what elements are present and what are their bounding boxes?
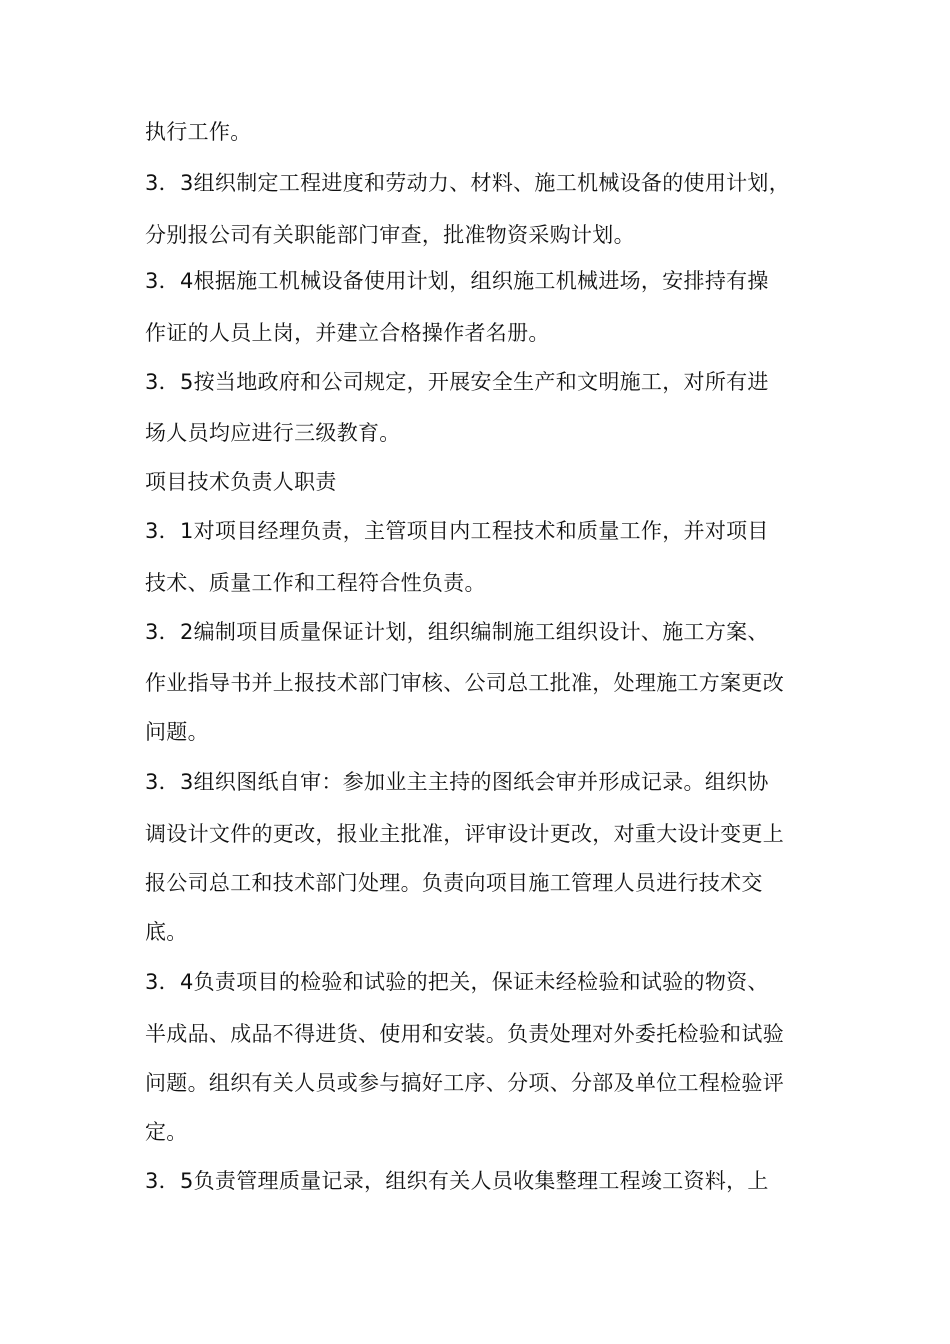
text-line: 3．3组织图纸自审：参加业主主持的图纸会审并形成记录。组织协: [145, 770, 769, 794]
text-line: 问题。: [145, 720, 209, 744]
text-line: 场人员均应进行三级教育。: [145, 421, 401, 445]
text-line: 定。: [145, 1120, 188, 1144]
text-line: 执行工作。: [145, 120, 252, 144]
text-line: 问题。组织有关人员或参与搞好工序、分项、分部及单位工程检验评: [145, 1071, 784, 1095]
text-line: 分别报公司有关职能部门审查，批准物资采购计划。: [145, 223, 635, 247]
text-line: 3．5按当地政府和公司规定，开展安全生产和文明施工，对所有进: [145, 370, 769, 394]
text-line: 作证的人员上岗，并建立合格操作者名册。: [145, 321, 550, 345]
text-line: 3．4根据施工机械设备使用计划，组织施工机械进场，安排持有操: [145, 269, 769, 293]
text-line: 报公司总工和技术部门处理。负责向项目施工管理人员进行技术交: [145, 871, 763, 895]
text-line: 作业指导书并上报技术部门审核、公司总工批准，处理施工方案更改: [145, 671, 784, 695]
text-line: 半成品、成品不得进货、使用和安装。负责处理对外委托检验和试验: [145, 1022, 784, 1046]
text-line: 调设计文件的更改，报业主批准，评审设计更改，对重大设计变更上: [145, 822, 784, 846]
text-line: 底。: [145, 920, 188, 944]
text-line: 3．5负责管理质量记录，组织有关人员收集整理工程竣工资料，上: [145, 1169, 769, 1193]
text-line: 技术、质量工作和工程符合性负责。: [145, 571, 486, 595]
text-line: 3．3组织制定工程进度和劳动力、材料、施工机械设备的使用计划，: [145, 171, 791, 195]
section-heading: 项目技术负责人职责: [145, 470, 337, 494]
text-line: 3．1对项目经理负责，主管项目内工程技术和质量工作，并对项目: [145, 519, 769, 543]
text-line: 3．2编制项目质量保证计划，组织编制施工组织设计、施工方案、: [145, 620, 769, 644]
text-line: 3．4负责项目的检验和试验的把关，保证未经检验和试验的物资、: [145, 970, 769, 994]
